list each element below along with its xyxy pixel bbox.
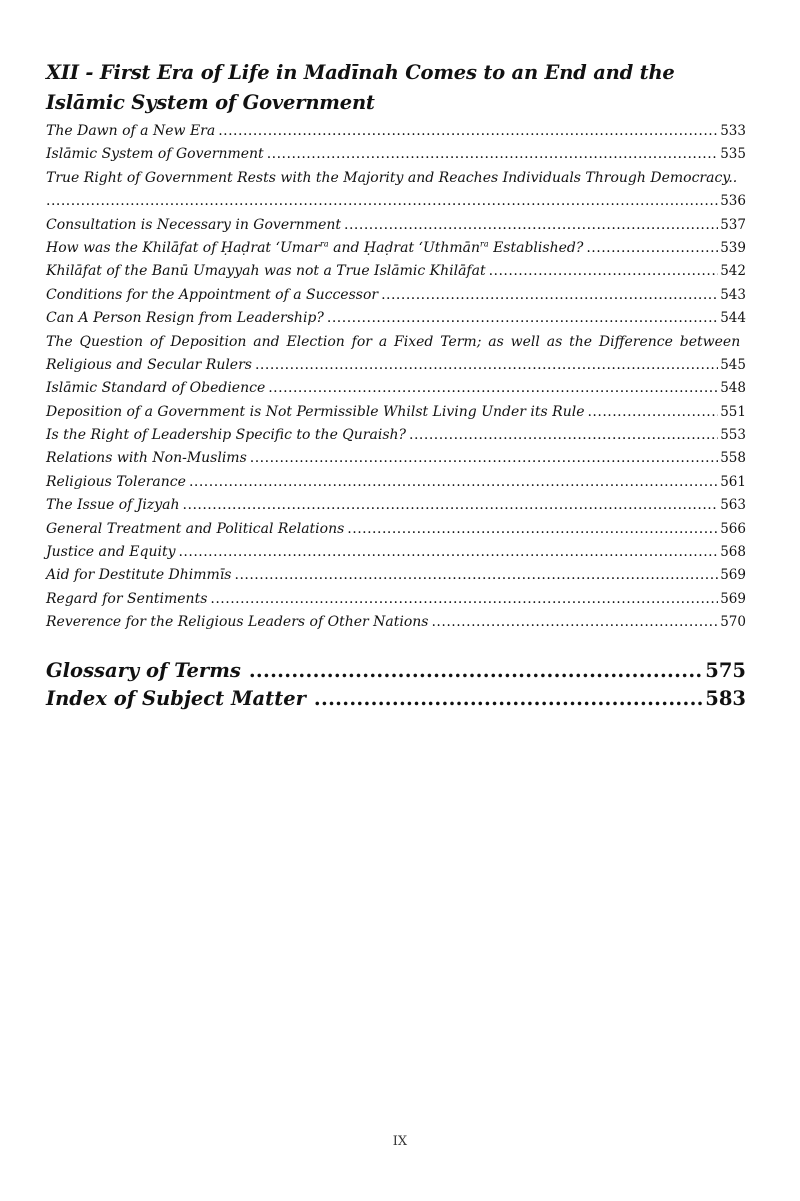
dot-leader <box>327 307 718 330</box>
chapter-title: XII - First Era of Life in Madīnah Comes to an End and the Islāmic System of Government <box>46 61 675 114</box>
toc-entry-label: General Treatment and Political Relations <box>46 520 345 537</box>
toc-entry-page: 544 <box>720 310 746 327</box>
toc-entry-page: 551 <box>720 403 746 420</box>
toc-entry-page: 536 <box>720 193 746 210</box>
dot-leader <box>255 354 718 377</box>
toc-entry-page: 535 <box>720 146 746 163</box>
toc-entry <box>46 401 746 424</box>
toc-entry-page: 569 <box>720 590 746 607</box>
toc-entry-label: Reverence for the Religious Leaders of Other Nations <box>46 614 429 631</box>
index-label: Index of Subject Matter <box>46 686 306 710</box>
toc-entry <box>46 471 746 494</box>
toc-entry-page: 566 <box>720 520 746 537</box>
toc-entry-label: Islāmic System of Government <box>46 146 264 163</box>
dot-leader <box>183 494 719 517</box>
dot-leader <box>587 401 718 424</box>
toc-entry-label: Is the Right of Leadership Specific to the Quraish? <box>46 427 407 444</box>
toc-entry-label: Relations with Non-Muslims <box>46 450 247 467</box>
toc-entry-label: Justice and Equity <box>46 544 176 561</box>
toc-entry-label: Deposition of a Government is Not Permissible Whilst Living Under its Rule <box>46 403 585 420</box>
toc-entry <box>46 518 746 541</box>
dot-leader <box>189 471 718 494</box>
toc-entry-page: 537 <box>720 216 746 233</box>
toc-entry-label: Khilāfat of the Banū Umayyah was not a True Islāmic Khilāfat <box>46 263 486 280</box>
dot-leader <box>409 424 718 447</box>
toc-entry-page: 561 <box>720 473 746 490</box>
glossary-page: 575 <box>705 658 746 682</box>
dot-leader <box>268 377 718 400</box>
toc-entry-continuation <box>46 354 746 377</box>
dot-leader <box>314 685 703 713</box>
toc-entry <box>46 377 746 400</box>
toc-entry-page: 543 <box>720 286 746 303</box>
toc-entry <box>46 120 746 143</box>
toc-entry <box>46 307 746 330</box>
toc-entry <box>46 284 746 307</box>
dot-leader <box>381 284 718 307</box>
dot-leader <box>347 518 718 541</box>
toc-entry-label: Can A Person Resign from Leadership? <box>46 310 324 327</box>
toc-entry-page: 539 <box>720 239 746 256</box>
toc-entry-first-line <box>46 167 746 190</box>
dot-leader <box>46 190 718 213</box>
toc-entry-first-line <box>46 331 746 354</box>
toc-entry-label: Regard for Sentiments <box>46 590 208 607</box>
toc-entry <box>46 143 746 166</box>
toc-entry <box>46 237 746 260</box>
toc-entry <box>46 564 746 587</box>
toc-entry <box>46 214 746 237</box>
toc-entry <box>46 447 746 470</box>
page-folio: IX <box>392 1134 408 1149</box>
toc-entry-label: Conditions for the Appointment of a Successor <box>46 286 379 303</box>
toc-entry-label: Consultation is Necessary in Government <box>46 216 342 233</box>
toc-entry-page: 548 <box>720 380 746 397</box>
toc-entry-page: 569 <box>720 567 746 584</box>
dot-leader <box>249 657 703 685</box>
toc-entry <box>46 588 746 611</box>
toc-entry <box>46 611 746 634</box>
toc-entry-page: 542 <box>720 263 746 280</box>
toc-entry-label: How was the Khilāfat of Ḥaḍrat ‘Umar$^{ra}$ and Ḥaḍrat ‘Uthmān$^{ra}$ Established? <box>46 239 584 256</box>
dot-leader <box>178 541 718 564</box>
toc-entry <box>46 260 746 283</box>
toc-entry <box>46 494 746 517</box>
toc-entry-label: Religious Tolerance <box>46 473 186 490</box>
toc-list <box>46 120 746 635</box>
glossary-entry <box>46 657 746 685</box>
toc-entry-label: Islāmic Standard of Obedience <box>46 380 266 397</box>
toc-entry-continuation <box>46 190 746 213</box>
dot-leader <box>586 237 718 260</box>
dot-leader <box>489 260 719 283</box>
dot-leader <box>267 143 719 166</box>
toc-entry-label: True Right of Government Rests with the Majority and Reaches Individuals Through Democracy.. <box>46 169 738 186</box>
toc-entry-page: 570 <box>720 614 746 631</box>
toc-entry-label: The Question of Deposition and Election for a Fixed Term; as well as the Difference between <box>46 333 741 350</box>
toc-entry-label: The Dawn of a New Era <box>46 123 216 139</box>
dot-leader <box>344 214 718 237</box>
index-entry <box>46 685 746 713</box>
dot-leader <box>235 564 719 587</box>
glossary-label: Glossary of Terms <box>46 658 241 682</box>
toc-entry <box>46 541 746 564</box>
dot-leader <box>431 611 718 634</box>
toc-entry-page: 533 <box>720 123 746 139</box>
toc-entry-page: 545 <box>720 356 746 373</box>
toc-entry-page: 553 <box>720 427 746 444</box>
index-page: 583 <box>705 686 746 710</box>
dot-leader <box>250 447 718 470</box>
dot-leader <box>210 588 718 611</box>
toc-entry-page: 563 <box>720 497 746 514</box>
toc-entry <box>46 424 746 447</box>
toc-entry-label-cont: Religious and Secular Rulers <box>46 356 252 373</box>
dot-leader <box>218 120 718 143</box>
toc-page <box>46 58 746 713</box>
toc-entry-label: The Issue of Jizyah <box>46 497 180 514</box>
toc-entry-label: Aid for Destitute Dhimmīs <box>46 567 232 584</box>
toc-entry-page: 558 <box>720 450 746 467</box>
back-matter <box>46 657 746 713</box>
toc-entry-page: 568 <box>720 544 746 561</box>
